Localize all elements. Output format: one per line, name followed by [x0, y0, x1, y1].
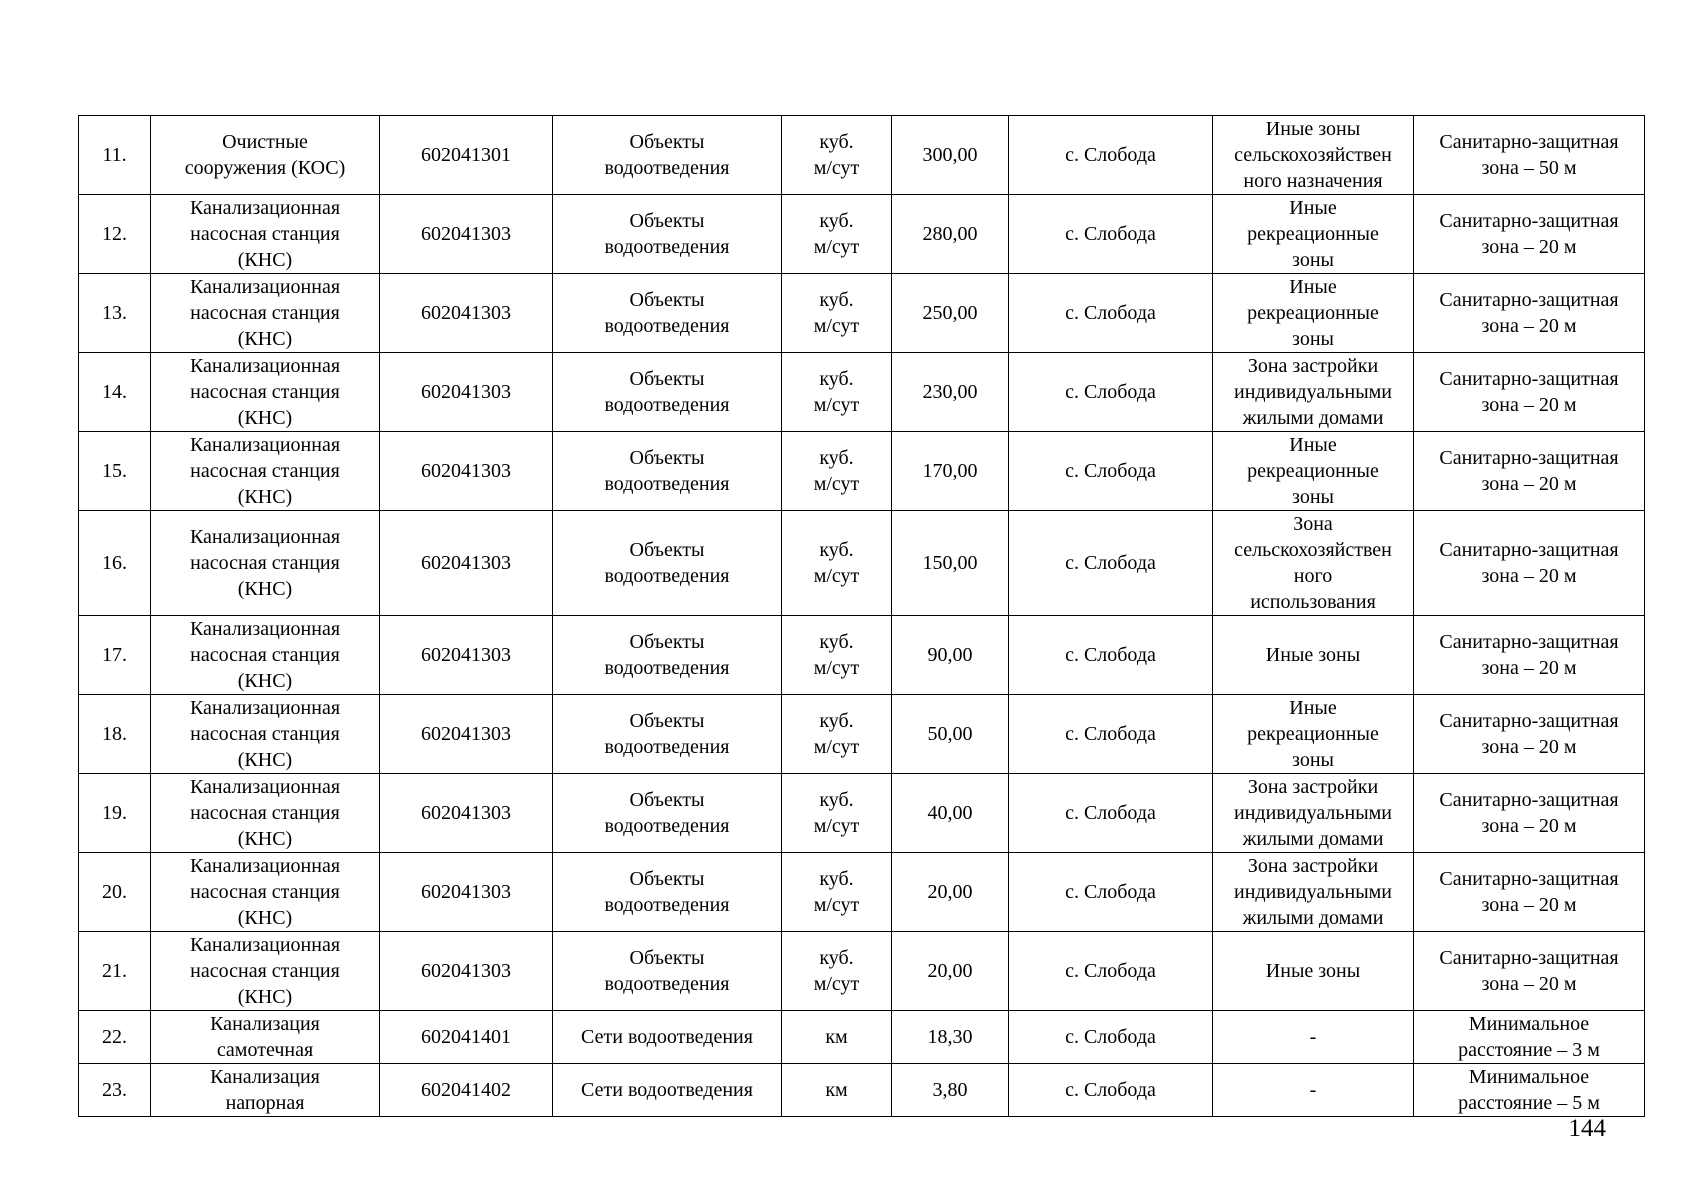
capacity-value-cell: 300,00 — [892, 116, 1009, 195]
cell-line: Объекты — [629, 131, 705, 153]
capacity-value-cell: 90,00 — [892, 616, 1009, 695]
cell-line: Канализация — [210, 1013, 320, 1035]
object-name-cell — [151, 695, 380, 774]
restriction-zone-cell — [1414, 1011, 1645, 1064]
location-cell: с. Слобода — [1009, 432, 1213, 511]
cell-line: Канализационная — [189, 197, 341, 219]
cell-line: Иные зоны — [1265, 644, 1361, 666]
cell-line: м/сут — [813, 236, 860, 258]
capacity-value-cell: 280,00 — [892, 195, 1009, 274]
object-code-cell: 602041303 — [380, 353, 553, 432]
cell-line: зона – 20 м — [1481, 394, 1577, 416]
cell-line: насосная станция — [190, 223, 340, 245]
cell-line: сельскохозяйствен — [1234, 144, 1392, 166]
cell-line: использования — [1250, 591, 1376, 613]
restriction-zone-cell — [1414, 116, 1645, 195]
object-type-cell — [553, 274, 782, 353]
cell-line: Объекты — [629, 710, 705, 732]
cell-line: жилыми домами — [1242, 907, 1384, 929]
cell-line: Иные зоны — [1265, 960, 1361, 982]
cell-line: куб. — [819, 539, 854, 561]
cell-line: Зона застройки — [1247, 855, 1379, 877]
object-code-cell: 602041402 — [380, 1064, 553, 1117]
cell-line: водоотведения — [604, 565, 730, 587]
functional-zone-cell — [1213, 1011, 1414, 1064]
cell-line: водоотведения — [604, 157, 730, 179]
table-row — [79, 774, 1645, 853]
object-code-cell: 602041303 — [380, 932, 553, 1011]
object-code-cell: 602041401 — [380, 1011, 553, 1064]
functional-zone-cell — [1213, 353, 1414, 432]
table-row — [79, 616, 1645, 695]
cell-line: (КНС) — [237, 328, 293, 350]
cell-line: расстояние – 5 м — [1458, 1092, 1600, 1114]
cell-line: Санитарно-защитная — [1439, 710, 1619, 732]
cell-line: Санитарно-защитная — [1439, 947, 1619, 969]
cell-line: ного назначения — [1243, 170, 1383, 192]
object-type-cell — [553, 432, 782, 511]
cell-line: зоны — [1292, 749, 1334, 771]
table-row — [79, 932, 1645, 1011]
cell-line: - — [1309, 1079, 1317, 1101]
cell-line: индивидуальными — [1234, 881, 1392, 903]
row-number-cell: 14. — [79, 353, 151, 432]
cell-line: зона – 20 м — [1481, 736, 1577, 758]
location-cell: с. Слобода — [1009, 695, 1213, 774]
data-table — [78, 115, 1645, 1117]
row-number-cell: 20. — [79, 853, 151, 932]
cell-line: (КНС) — [237, 828, 293, 850]
cell-line: насосная станция — [190, 381, 340, 403]
cell-line: Канализационная — [189, 276, 341, 298]
restriction-zone-cell — [1414, 274, 1645, 353]
cell-line: водоотведения — [604, 736, 730, 758]
object-name-cell — [151, 616, 380, 695]
capacity-value-cell: 20,00 — [892, 853, 1009, 932]
unit-cell — [782, 1064, 892, 1117]
location-cell: с. Слобода — [1009, 853, 1213, 932]
cell-line: куб. — [819, 447, 854, 469]
table-row — [79, 1011, 1645, 1064]
cell-line: куб. — [819, 131, 854, 153]
object-name-cell — [151, 1064, 380, 1117]
cell-line: Зона — [1293, 513, 1333, 535]
table-row — [79, 695, 1645, 774]
cell-line: куб. — [819, 368, 854, 390]
cell-line: водоотведения — [604, 973, 730, 995]
cell-line: Санитарно-защитная — [1439, 539, 1619, 561]
object-name-cell — [151, 511, 380, 616]
unit-cell — [782, 116, 892, 195]
cell-line: куб. — [819, 947, 854, 969]
cell-line: зона – 20 м — [1481, 973, 1577, 995]
cell-line: Канализационная — [189, 855, 341, 877]
row-number-cell: 12. — [79, 195, 151, 274]
table-row — [79, 1064, 1645, 1117]
cell-line: Объекты — [629, 539, 705, 561]
functional-zone-cell — [1213, 853, 1414, 932]
cell-line: куб. — [819, 868, 854, 890]
cell-line: зона – 50 м — [1481, 157, 1577, 179]
cell-line: насосная станция — [190, 723, 340, 745]
table-row — [79, 853, 1645, 932]
cell-line: м/сут — [813, 815, 860, 837]
restriction-zone-cell — [1414, 853, 1645, 932]
capacity-value-cell: 20,00 — [892, 932, 1009, 1011]
cell-line: Канализационная — [189, 434, 341, 456]
functional-zone-cell — [1213, 932, 1414, 1011]
cell-line: зоны — [1292, 486, 1334, 508]
cell-line: рекреационные — [1247, 302, 1379, 324]
cell-line: Санитарно-защитная — [1439, 368, 1619, 390]
functional-zone-cell — [1213, 1064, 1414, 1117]
cell-line: ного — [1293, 565, 1333, 587]
table-body — [79, 116, 1645, 1117]
object-name-cell — [151, 932, 380, 1011]
cell-line: м/сут — [813, 473, 860, 495]
object-name-cell — [151, 274, 380, 353]
cell-line: рекреационные — [1247, 460, 1379, 482]
cell-line: жилыми домами — [1242, 828, 1384, 850]
cell-line: жилыми домами — [1242, 407, 1384, 429]
unit-cell — [782, 932, 892, 1011]
capacity-value-cell: 150,00 — [892, 511, 1009, 616]
object-type-cell — [553, 1011, 782, 1064]
cell-line: зоны — [1292, 328, 1334, 350]
cell-line: Канализационная — [189, 355, 341, 377]
cell-line: (КНС) — [237, 907, 293, 929]
cell-line: Очистные — [222, 131, 308, 153]
cell-line: Минимальное — [1468, 1066, 1590, 1088]
object-code-cell: 602041303 — [380, 695, 553, 774]
cell-line: Объекты — [629, 789, 705, 811]
cell-line: Санитарно-защитная — [1439, 447, 1619, 469]
object-name-cell — [151, 432, 380, 511]
cell-line: Канализационная — [189, 618, 341, 640]
cell-line: Иные зоны — [1265, 118, 1361, 140]
unit-cell — [782, 853, 892, 932]
location-cell: с. Слобода — [1009, 1011, 1213, 1064]
cell-line: Санитарно-защитная — [1439, 131, 1619, 153]
cell-line: насосная станция — [190, 552, 340, 574]
cell-line: зона – 20 м — [1481, 565, 1577, 587]
cell-line: зоны — [1292, 249, 1334, 271]
cell-line: (КНС) — [237, 486, 293, 508]
restriction-zone-cell — [1414, 695, 1645, 774]
object-type-cell — [553, 695, 782, 774]
cell-line: Иные — [1289, 434, 1337, 456]
location-cell: с. Слобода — [1009, 932, 1213, 1011]
capacity-value-cell: 50,00 — [892, 695, 1009, 774]
cell-line: Канализационная — [189, 697, 341, 719]
cell-line: насосная станция — [190, 802, 340, 824]
cell-line: Объекты — [629, 368, 705, 390]
cell-line: Санитарно-защитная — [1439, 631, 1619, 653]
functional-zone-cell — [1213, 695, 1414, 774]
object-type-cell — [553, 116, 782, 195]
functional-zone-cell — [1213, 511, 1414, 616]
object-type-cell — [553, 1064, 782, 1117]
object-code-cell: 602041301 — [380, 116, 553, 195]
row-number-cell: 17. — [79, 616, 151, 695]
cell-line: сельскохозяйствен — [1234, 539, 1392, 561]
cell-line: куб. — [819, 710, 854, 732]
cell-line: водоотведения — [604, 473, 730, 495]
functional-zone-cell — [1213, 116, 1414, 195]
object-name-cell — [151, 353, 380, 432]
table-row — [79, 195, 1645, 274]
functional-zone-cell — [1213, 774, 1414, 853]
location-cell: с. Слобода — [1009, 1064, 1213, 1117]
unit-cell — [782, 195, 892, 274]
unit-cell — [782, 695, 892, 774]
object-name-cell — [151, 1011, 380, 1064]
object-code-cell: 602041303 — [380, 432, 553, 511]
location-cell: с. Слобода — [1009, 274, 1213, 353]
row-number-cell: 21. — [79, 932, 151, 1011]
cell-line: Сети водоотведения — [581, 1026, 753, 1048]
location-cell: с. Слобода — [1009, 116, 1213, 195]
cell-line: (КНС) — [237, 249, 293, 271]
capacity-value-cell: 18,30 — [892, 1011, 1009, 1064]
restriction-zone-cell — [1414, 353, 1645, 432]
location-cell: с. Слобода — [1009, 511, 1213, 616]
cell-line: индивидуальными — [1234, 802, 1392, 824]
capacity-value-cell: 40,00 — [892, 774, 1009, 853]
object-code-cell: 602041303 — [380, 274, 553, 353]
cell-line: зона – 20 м — [1481, 894, 1577, 916]
restriction-zone-cell — [1414, 932, 1645, 1011]
unit-cell — [782, 511, 892, 616]
cell-line: Зона застройки — [1247, 355, 1379, 377]
restriction-zone-cell — [1414, 511, 1645, 616]
cell-line: Объекты — [629, 947, 705, 969]
row-number-cell: 11. — [79, 116, 151, 195]
cell-line: напорная — [225, 1092, 305, 1114]
cell-line: насосная станция — [190, 881, 340, 903]
cell-line: - — [1309, 1026, 1317, 1048]
unit-cell — [782, 353, 892, 432]
unit-cell — [782, 274, 892, 353]
table-row — [79, 116, 1645, 195]
row-number-cell: 15. — [79, 432, 151, 511]
cell-line: Санитарно-защитная — [1439, 868, 1619, 890]
object-type-cell — [553, 774, 782, 853]
cell-line: Объекты — [629, 631, 705, 653]
cell-line: водоотведения — [604, 815, 730, 837]
row-number-cell: 18. — [79, 695, 151, 774]
object-type-cell — [553, 353, 782, 432]
cell-line: Санитарно-защитная — [1439, 289, 1619, 311]
object-type-cell — [553, 195, 782, 274]
row-number-cell: 23. — [79, 1064, 151, 1117]
table-row — [79, 353, 1645, 432]
cell-line: Сети водоотведения — [581, 1079, 753, 1101]
cell-line: сооружения (КОС) — [184, 157, 346, 179]
cell-line: Канализационная — [189, 526, 341, 548]
unit-cell — [782, 1011, 892, 1064]
object-code-cell: 602041303 — [380, 195, 553, 274]
restriction-zone-cell — [1414, 1064, 1645, 1117]
cell-line: км — [825, 1079, 848, 1101]
cell-line: м/сут — [813, 565, 860, 587]
cell-line: м/сут — [813, 657, 860, 679]
functional-zone-cell — [1213, 616, 1414, 695]
location-cell: с. Слобода — [1009, 353, 1213, 432]
location-cell: с. Слобода — [1009, 616, 1213, 695]
table-row — [79, 511, 1645, 616]
cell-line: Санитарно-защитная — [1439, 789, 1619, 811]
cell-line: км — [825, 1026, 848, 1048]
cell-line: (КНС) — [237, 670, 293, 692]
cell-line: Канализация — [210, 1066, 320, 1088]
row-number-cell: 19. — [79, 774, 151, 853]
cell-line: зона – 20 м — [1481, 657, 1577, 679]
cell-line: зона – 20 м — [1481, 236, 1577, 258]
object-code-cell: 602041303 — [380, 511, 553, 616]
object-name-cell — [151, 116, 380, 195]
cell-line: (КНС) — [237, 986, 293, 1008]
capacity-value-cell: 250,00 — [892, 274, 1009, 353]
object-name-cell — [151, 853, 380, 932]
restriction-zone-cell — [1414, 774, 1645, 853]
cell-line: куб. — [819, 631, 854, 653]
cell-line: куб. — [819, 289, 854, 311]
cell-line: Минимальное — [1468, 1013, 1590, 1035]
functional-zone-cell — [1213, 195, 1414, 274]
cell-line: м/сут — [813, 973, 860, 995]
cell-line: Объекты — [629, 289, 705, 311]
object-code-cell: 602041303 — [380, 853, 553, 932]
object-code-cell: 602041303 — [380, 616, 553, 695]
object-type-cell — [553, 853, 782, 932]
cell-line: водоотведения — [604, 236, 730, 258]
unit-cell — [782, 432, 892, 511]
cell-line: расстояние – 3 м — [1458, 1039, 1600, 1061]
cell-line: м/сут — [813, 157, 860, 179]
location-cell: с. Слобода — [1009, 774, 1213, 853]
cell-line: водоотведения — [604, 394, 730, 416]
cell-line: насосная станция — [190, 302, 340, 324]
cell-line: м/сут — [813, 736, 860, 758]
row-number-cell: 22. — [79, 1011, 151, 1064]
cell-line: самотечная — [216, 1039, 314, 1061]
object-name-cell — [151, 774, 380, 853]
cell-line: зона – 20 м — [1481, 815, 1577, 837]
cell-line: Канализационная — [189, 934, 341, 956]
table-row — [79, 274, 1645, 353]
capacity-value-cell: 170,00 — [892, 432, 1009, 511]
row-number-cell: 16. — [79, 511, 151, 616]
cell-line: (КНС) — [237, 578, 293, 600]
cell-line: зона – 20 м — [1481, 315, 1577, 337]
restriction-zone-cell — [1414, 195, 1645, 274]
cell-line: Иные — [1289, 697, 1337, 719]
cell-line: Объекты — [629, 447, 705, 469]
cell-line: рекреационные — [1247, 223, 1379, 245]
object-type-cell — [553, 616, 782, 695]
page-number: 144 — [1568, 1115, 1606, 1142]
location-cell: с. Слобода — [1009, 195, 1213, 274]
capacity-value-cell: 3,80 — [892, 1064, 1009, 1117]
cell-line: рекреационные — [1247, 723, 1379, 745]
cell-line: куб. — [819, 789, 854, 811]
cell-line: (КНС) — [237, 407, 293, 429]
cell-line: Канализационная — [189, 776, 341, 798]
cell-line: индивидуальными — [1234, 381, 1392, 403]
unit-cell — [782, 616, 892, 695]
cell-line: м/сут — [813, 394, 860, 416]
unit-cell — [782, 774, 892, 853]
object-name-cell — [151, 195, 380, 274]
capacity-value-cell: 230,00 — [892, 353, 1009, 432]
cell-line: водоотведения — [604, 894, 730, 916]
object-type-cell — [553, 932, 782, 1011]
table-row — [79, 432, 1645, 511]
restriction-zone-cell — [1414, 616, 1645, 695]
cell-line: Объекты — [629, 210, 705, 232]
object-type-cell — [553, 511, 782, 616]
cell-line: Объекты — [629, 868, 705, 890]
cell-line: водоотведения — [604, 657, 730, 679]
cell-line: водоотведения — [604, 315, 730, 337]
cell-line: зона – 20 м — [1481, 473, 1577, 495]
restriction-zone-cell — [1414, 432, 1645, 511]
cell-line: куб. — [819, 210, 854, 232]
cell-line: Иные — [1289, 197, 1337, 219]
cell-line: насосная станция — [190, 460, 340, 482]
cell-line: Иные — [1289, 276, 1337, 298]
cell-line: (КНС) — [237, 749, 293, 771]
functional-zone-cell — [1213, 432, 1414, 511]
cell-line: Зона застройки — [1247, 776, 1379, 798]
cell-line: м/сут — [813, 894, 860, 916]
row-number-cell: 13. — [79, 274, 151, 353]
cell-line: насосная станция — [190, 960, 340, 982]
cell-line: Санитарно-защитная — [1439, 210, 1619, 232]
object-code-cell: 602041303 — [380, 774, 553, 853]
cell-line: насосная станция — [190, 644, 340, 666]
cell-line: м/сут — [813, 315, 860, 337]
functional-zone-cell — [1213, 274, 1414, 353]
